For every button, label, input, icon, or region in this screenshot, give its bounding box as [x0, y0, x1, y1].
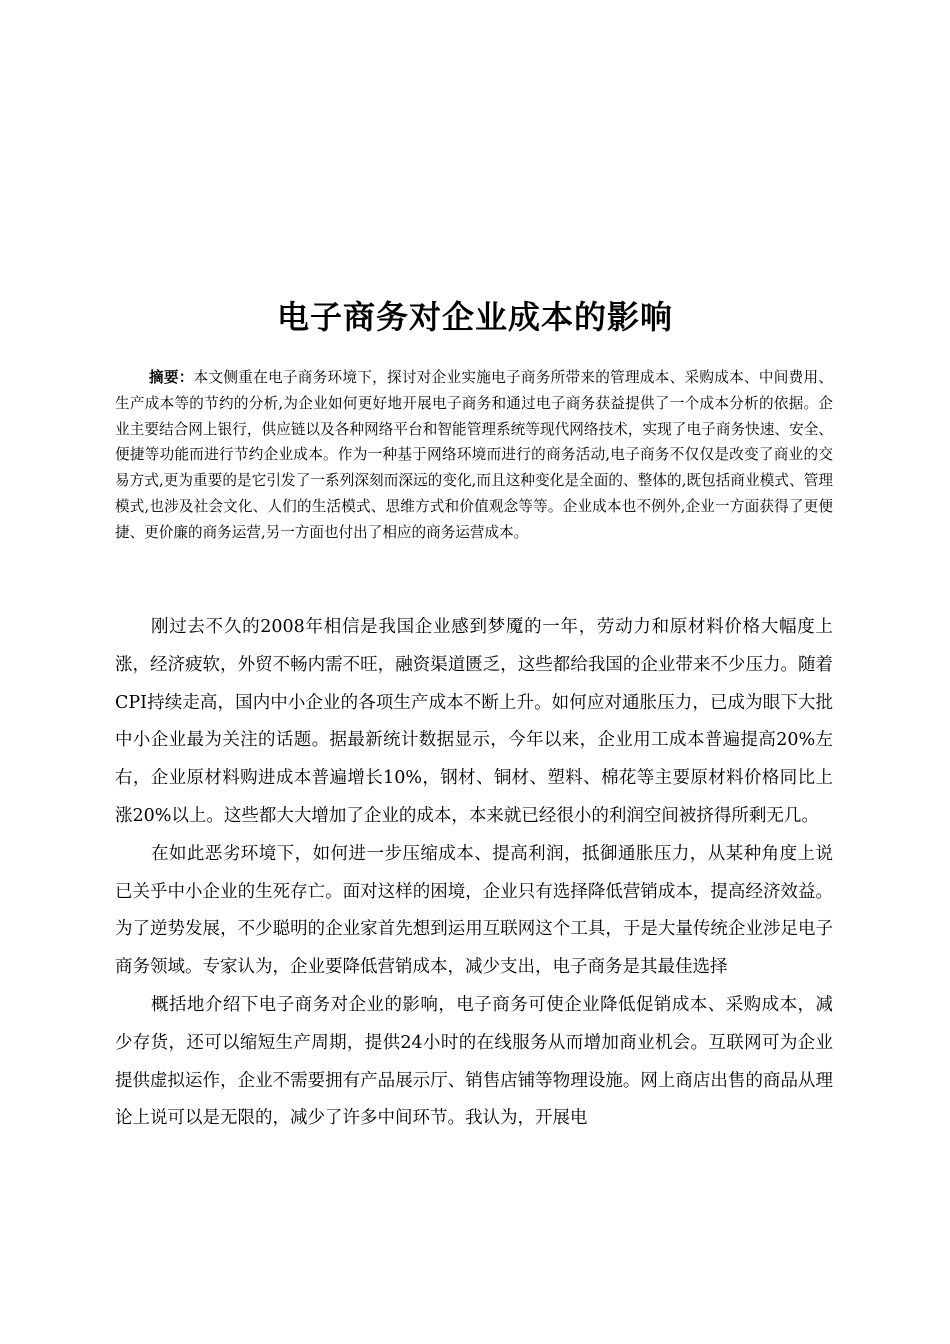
body-paragraph: 概括地介绍下电子商务对企业的影响，电子商务可使企业降低促销成本、采购成本，减少存货，还可以缩短生产周期，提供24小时的在线服务从而增加商业机会。互联网可为企业提供虚拟运作，企业不需要拥有产品展示厅、销售店铺等物理设施。网上商店出售的商品从理论上说可以是无限的，减少了许多中间环节。我认为，开展电: [115, 994, 833, 1129]
document-title: 电子商务对企业成本的影响: [276, 298, 673, 336]
body-text: [115, 609, 833, 1138]
abstract: [115, 365, 833, 546]
abstract-label: 摘要：: [149, 369, 194, 386]
body-paragraph: 在如此恶劣环境下，如何进一步压缩成本、提高利润，抵御通胀压力，从某种角度上说已关乎中小企业的生死存亡。面对这样的困境，企业只有选择降低营销成本，提高经济效益。为了逆势发展，不少聪明的企业家首先想到运用互联网这个工具，于是大量传统企业涉足电子商务领域。专家认为，企业要降低营销成本，减少支出，电子商务是其最佳选择: [115, 843, 833, 978]
abstract-text: 本文侧重在电子商务环境下，探讨对企业实施电子商务所带来的管理成本、采购成本、中间费用、生产成本等的节约的分析,为企业如何更好地开展电子商务和通过电子商务获益提供了一个成本分析的依据。企业主要结合网上银行，供应链以及各种网络平台和智能管理系统等现代网络技术，实现了电子商务快速、安全、便捷等功能而进行节约企业成本。作为一种基于网络环境而进行的商务活动,电子商务不仅仅是改变了商业的交易方式,更为重要的是它引发了一系列深刻而深远的变化,而且这种变化是全面的、整体的,既包括商业模式、管理模式,也涉及社会文化、人们的生活模式、思维方式和价值观念等等。企业成本也不例外,企业一方面获得了更便捷、更价廉的商务运营,另一方面也付出了相应的商务运营成本。: [115, 369, 833, 541]
body-paragraph: 刚过去不久的2008年相信是我国企业感到梦魇的一年，劳动力和原材料价格大幅度上涨，经济疲软，外贸不畅内需不旺，融资渠道匮乏，这些都给我国的企业带来不少压力。随着CPI持续走高，国内中小企业的各项生产成本不断上升。如何应对通胀压力，已成为眼下大批中小企业最为关注的话题。据最新统计数据显示，今年以来，企业用工成本普遍提高20%左右，企业原材料购进成本普遍增长10%，钢材、铜材、塑料、棉花等主要原材料价格同比上涨20%以上。这些都大大增加了企业的成本，本来就已经很小的利润空间被挤得所剩无几。: [115, 617, 833, 826]
